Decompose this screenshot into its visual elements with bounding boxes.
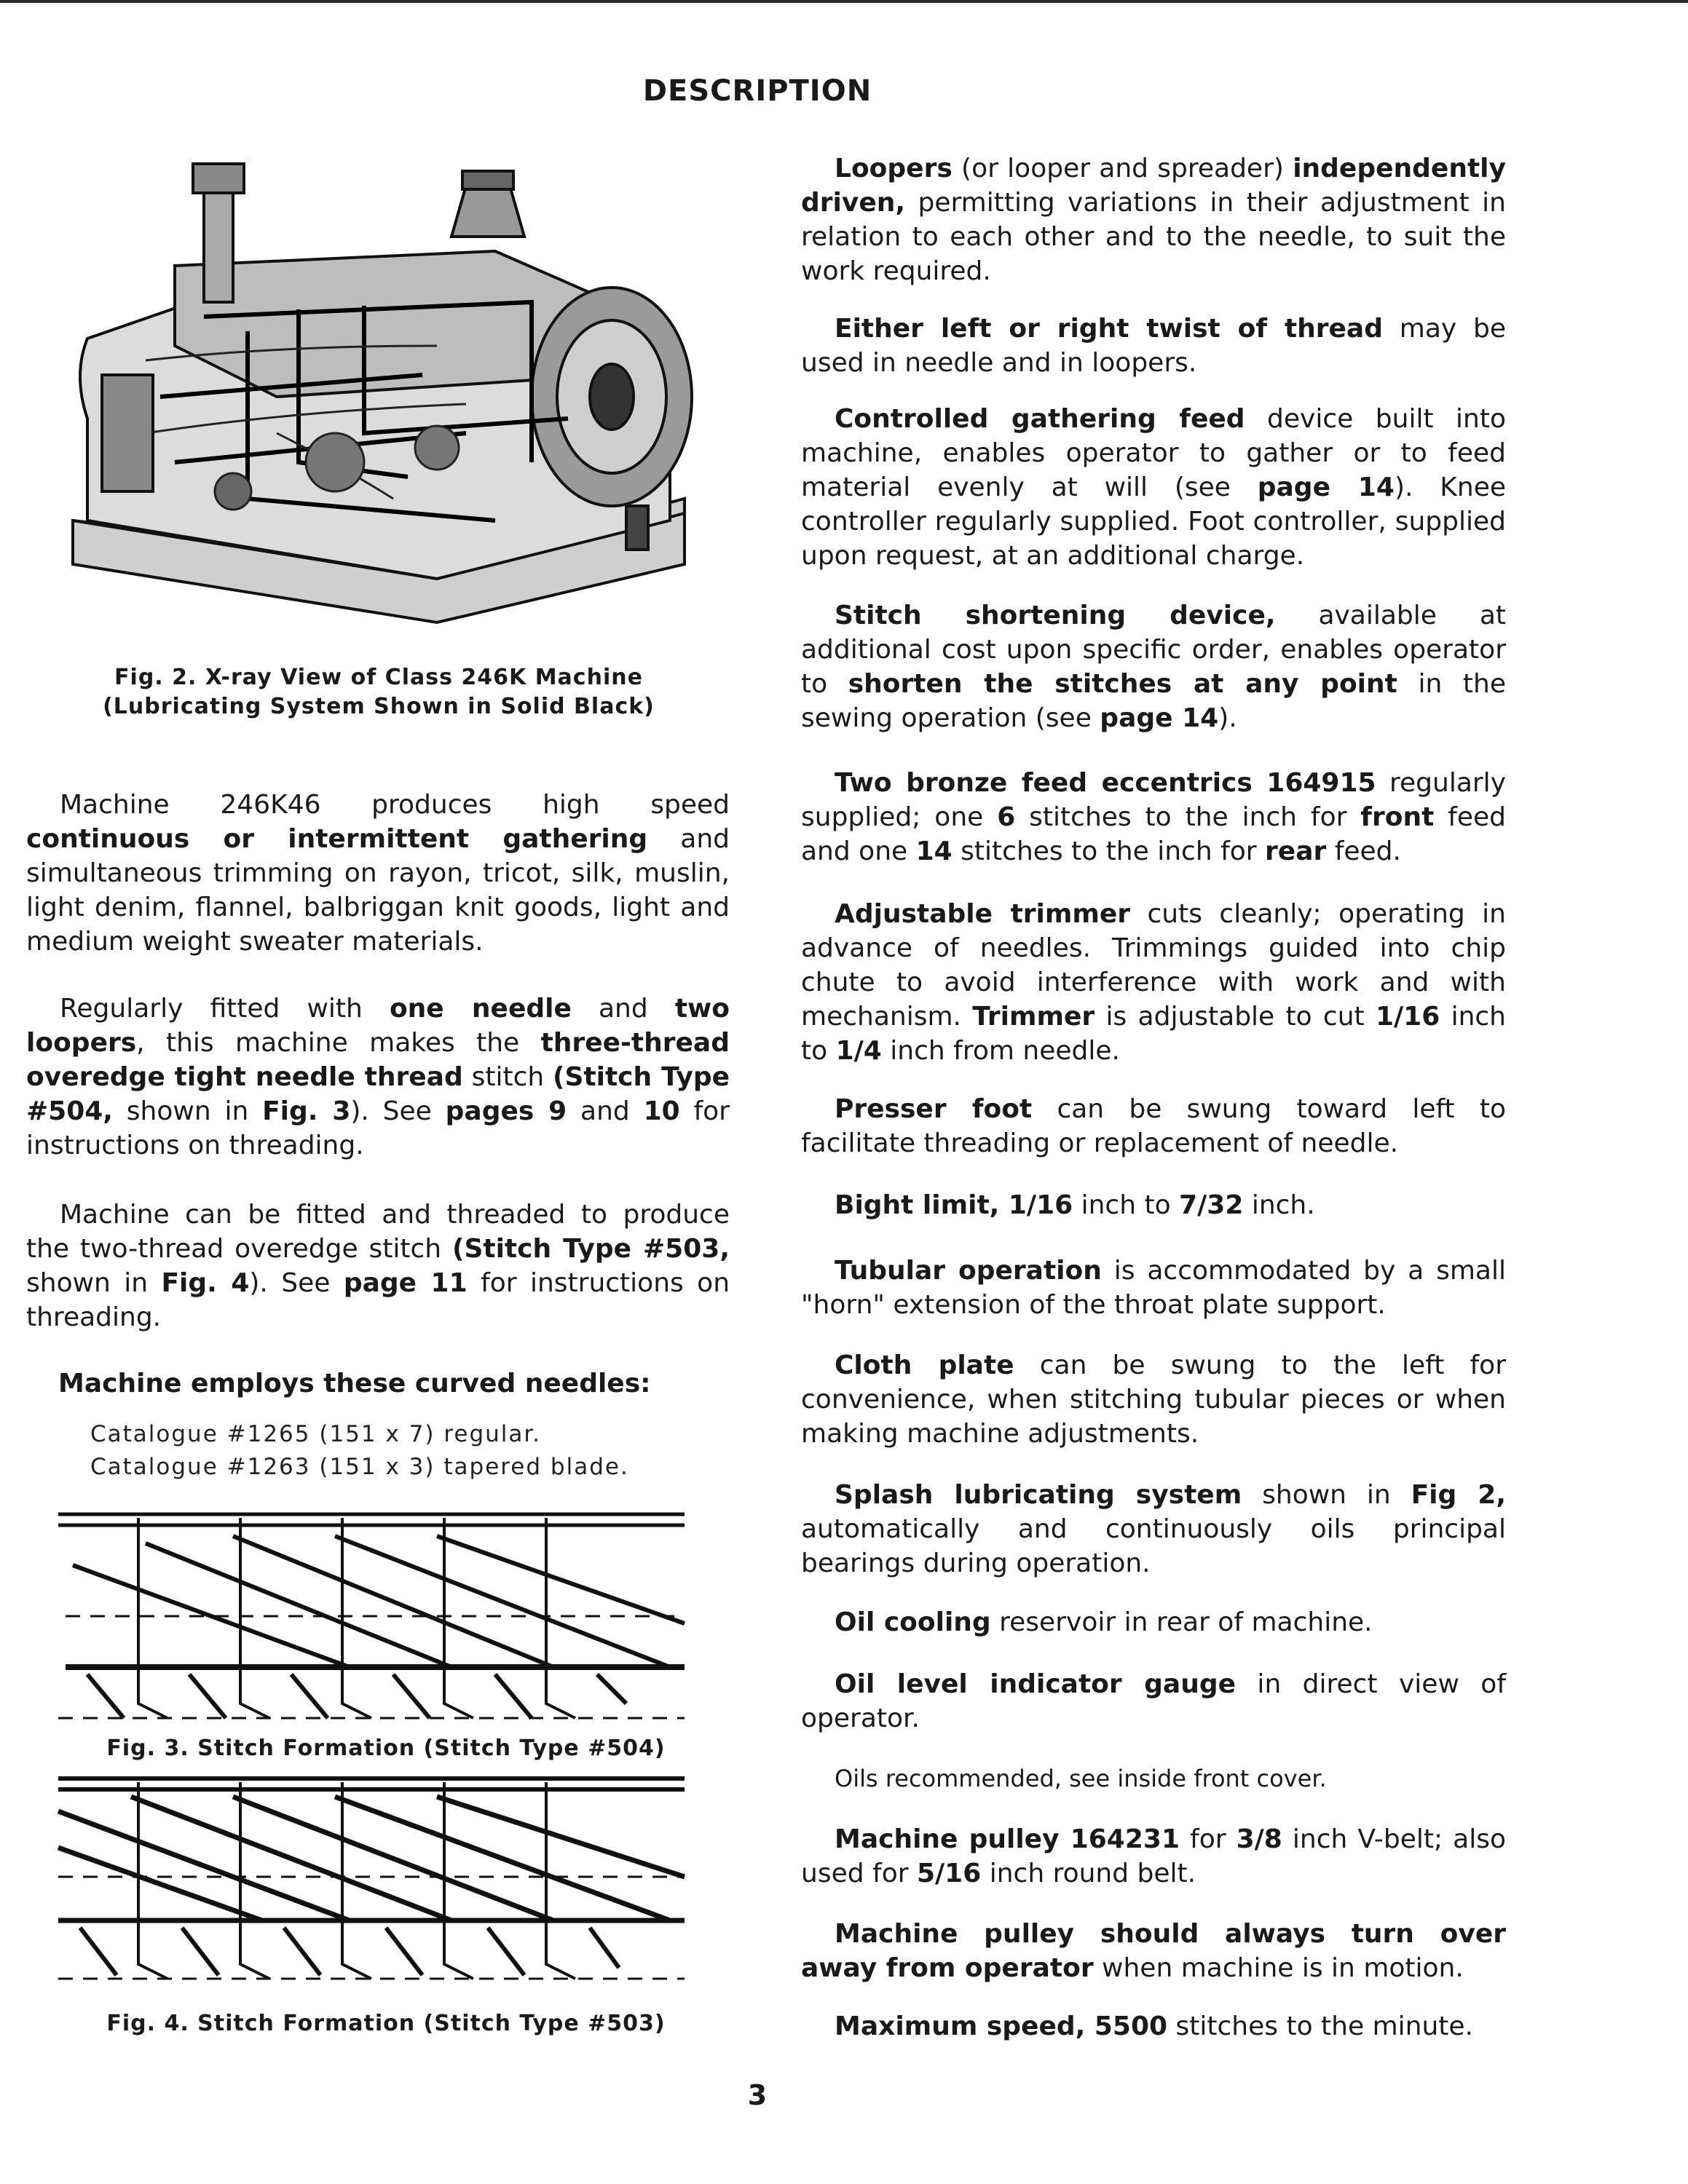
right-paragraph-presser-foot: Presser foot can be swung toward left to facilitate threading or replacement of needle.: [801, 1094, 1507, 1158]
page-number: 3: [747, 2079, 768, 2111]
right-paragraph-oil-cooling: Oil cooling reservoir in rear of machine.: [835, 1607, 1373, 1637]
needles-heading: Machine employs these curved needles:: [58, 1369, 651, 1398]
right-paragraph-feed-eccentrics: Two bronze feed eccentrics 164915 regularly supplied; one 6 stitches to the inch for front feed and one 14 stitches to the inch for rear feed.: [801, 768, 1507, 866]
right-paragraph-max-speed: Maximum speed, 5500 stitches to the minute.: [835, 2011, 1473, 2041]
right-paragraph-stitch-shortening: Stitch shortening device, available at additional cost upon specific order, enables operator to shorten the stitches at any point in the sewing operation (see page 14).: [801, 601, 1506, 733]
right-paragraph-gathering-feed: Controlled gathering feed device built into machine, enables operator to gather or to feed material evenly at will (see page 14). Knee controller regularly supplied. Foot controller, supplied upon request, at an additional charge.: [801, 404, 1506, 571]
stitch-formation-504-diagram: [44, 1500, 699, 1725]
right-paragraph-twist: Either left or right twist of thread may be used in needle and in loopers.: [801, 314, 1506, 378]
needle-list: [90, 1418, 717, 1484]
needle-item-1265: Catalogue #1265 (151 x 7) regular.: [90, 1421, 542, 1447]
right-paragraph-oils: Oils recommended, see inside front cover.: [835, 1765, 1327, 1792]
fig2-caption-line1: Fig. 2. X-ray View of Class 246K Machine: [114, 665, 643, 690]
right-paragraph-cloth-plate: Cloth plate can be swung to the left for convenience, when stitching tubular pieces or when making machine adjustments.: [801, 1350, 1506, 1449]
fig2-caption-line2: (Lubricating System Shown in Solid Black): [103, 694, 655, 719]
right-paragraph-lubricating: Splash lubricating system shown in Fig 2, automatically and continuously oils principal bearings during operation.: [801, 1480, 1507, 1578]
page-title: DESCRIPTION: [642, 74, 872, 108]
right-paragraph-loopers: Loopers (or looper and spreader) independently driven, permitting variations in their adjustment in relation to each other and to the needle, to suit the work required.: [801, 154, 1506, 286]
fig4-caption: Fig. 4. Stitch Formation (Stitch Type #503): [106, 2011, 666, 2036]
right-paragraph-oil-level: Oil level indicator gauge in direct view of operator.: [801, 1669, 1506, 1733]
left-paragraph-machine: Machine 246K46 produces high speed continuous or intermittent gathering and simultaneous trimming on rayon, tricot, silk, muslin, light denim, flannel, balbriggan knit goods, light and medium weight sweater materials.: [26, 790, 730, 957]
stitch-formation-503-diagram: [44, 1768, 699, 1986]
fig3-caption: Fig. 3. Stitch Formation (Stitch Type #504): [106, 1736, 666, 1761]
right-paragraph-pulley-direction: Machine pulley should always turn over away from operator when machine is in motion.: [801, 1919, 1506, 1983]
top-rule: [0, 0, 1688, 3]
right-paragraph-tubular: Tubular operation is accommodated by a small "horn" extension of the throat plate support.: [801, 1256, 1506, 1320]
left-paragraph-two-thread: Machine can be fitted and threaded to produce the two-thread overedge stitch (Stitch Type #503, shown in Fig. 4). See page 11 for instructions on threading.: [26, 1200, 730, 1332]
needle-item-1263: Catalogue #1263 (151 x 3) tapered blade.: [90, 1454, 629, 1480]
left-paragraph-regularly-fitted: Regularly fitted with one needle and two loopers, this machine makes the three-thread overedge tight needle thread stitch (Stitch Type #504, shown in Fig. 3). See pages 9 and 10 for instructions on threading.: [26, 994, 730, 1160]
right-paragraph-pulley: Machine pulley 164231 for 3/8 inch V-belt; also used for 5/16 inch round belt.: [801, 1824, 1507, 1888]
right-paragraph-bight-limit: Bight limit, 1/16 inch to 7/32 inch.: [835, 1190, 1315, 1220]
right-paragraph-trimmer: Adjustable trimmer cuts cleanly; operating in advance of needles. Trimmings guided into chip chute to avoid interference with work and with mechanism. Trimmer is adjustable to cut 1/16 inch to 1/4 inch from needle.: [801, 899, 1507, 1066]
fig2-caption: [44, 663, 714, 721]
machine-xray-illustration: [58, 157, 699, 630]
